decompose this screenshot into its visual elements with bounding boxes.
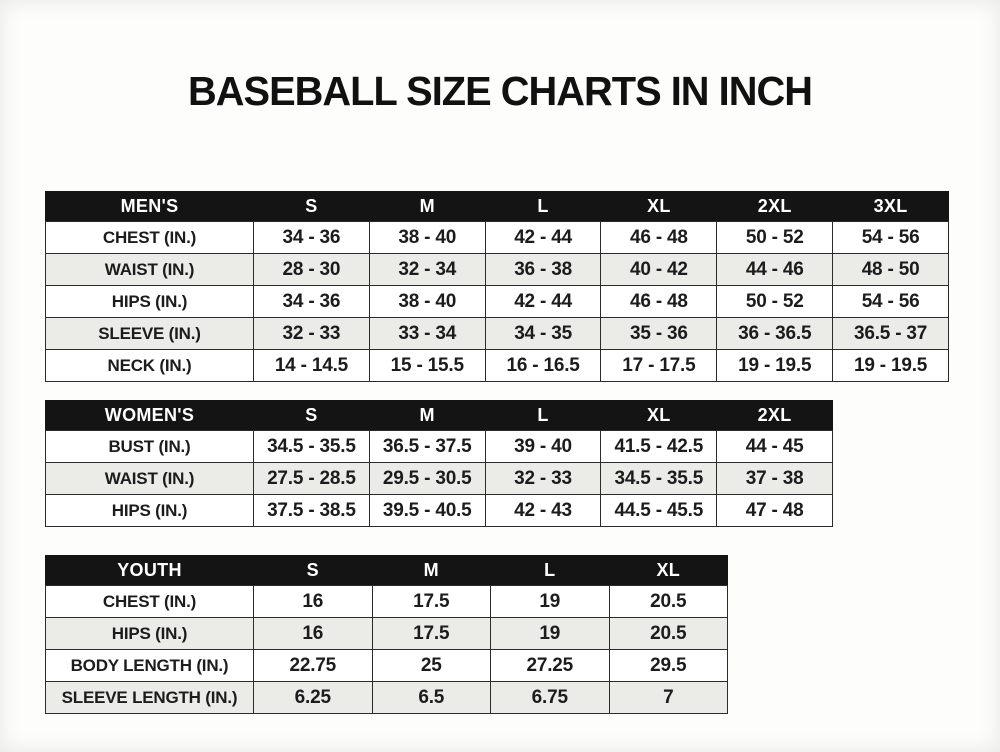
size-cell: 40 - 42	[601, 254, 717, 286]
row-label: SLEEVE (IN.)	[46, 318, 254, 350]
size-cell: 35 - 36	[601, 318, 717, 350]
row-label: WAIST (IN.)	[46, 463, 254, 495]
size-cell: 27.5 - 28.5	[254, 463, 370, 495]
row-label: HIPS (IN.)	[46, 618, 254, 650]
column-header: M	[369, 401, 485, 431]
size-cell: 36.5 - 37	[833, 318, 949, 350]
size-cell: 22.75	[254, 650, 373, 682]
size-cell: 16	[254, 586, 373, 618]
table-title-cell: MEN'S	[46, 192, 254, 222]
column-header: S	[254, 192, 370, 222]
size-cell: 34.5 - 35.5	[254, 431, 370, 463]
size-cell: 54 - 56	[833, 286, 949, 318]
column-header: M	[369, 192, 485, 222]
size-cell: 39.5 - 40.5	[369, 495, 485, 527]
size-cell: 44 - 45	[717, 431, 833, 463]
page-title: BASEBALL SIZE CHARTS IN INCH	[188, 68, 812, 114]
column-header: XL	[609, 556, 728, 586]
size-table	[45, 555, 728, 714]
column-header: L	[491, 556, 610, 586]
size-cell: 42 - 44	[485, 222, 601, 254]
column-header: 2XL	[717, 192, 833, 222]
size-cell: 34 - 35	[485, 318, 601, 350]
row-label: CHEST (IN.)	[46, 586, 254, 618]
table-header-row	[46, 556, 728, 586]
size-cell: 37.5 - 38.5	[254, 495, 370, 527]
table-header-row	[46, 401, 833, 431]
table-row	[46, 286, 949, 318]
size-cell: 48 - 50	[833, 254, 949, 286]
size-cell: 16 - 16.5	[485, 350, 601, 382]
size-cell: 20.5	[609, 618, 728, 650]
size-cell: 32 - 34	[369, 254, 485, 286]
column-header: 3XL	[833, 192, 949, 222]
size-table-youth	[45, 555, 728, 714]
size-cell: 34 - 36	[254, 222, 370, 254]
size-cell: 29.5 - 30.5	[369, 463, 485, 495]
size-cell: 32 - 33	[254, 318, 370, 350]
size-cell: 32 - 33	[485, 463, 601, 495]
column-header: XL	[601, 192, 717, 222]
table-title-cell: WOMEN'S	[46, 401, 254, 431]
table-row	[46, 618, 728, 650]
size-cell: 19 - 19.5	[833, 350, 949, 382]
size-cell: 19 - 19.5	[717, 350, 833, 382]
row-label: SLEEVE LENGTH (IN.)	[46, 682, 254, 714]
size-cell: 39 - 40	[485, 431, 601, 463]
size-cell: 46 - 48	[601, 286, 717, 318]
table-row	[46, 586, 728, 618]
row-label: HIPS (IN.)	[46, 286, 254, 318]
size-cell: 46 - 48	[601, 222, 717, 254]
row-label: NECK (IN.)	[46, 350, 254, 382]
column-header: S	[254, 401, 370, 431]
size-cell: 7	[609, 682, 728, 714]
row-label: WAIST (IN.)	[46, 254, 254, 286]
size-cell: 17.5	[372, 586, 491, 618]
size-cell: 17.5	[372, 618, 491, 650]
size-cell: 27.25	[491, 650, 610, 682]
table-title-cell: YOUTH	[46, 556, 254, 586]
size-cell: 15 - 15.5	[369, 350, 485, 382]
size-cell: 25	[372, 650, 491, 682]
size-cell: 29.5	[609, 650, 728, 682]
size-table	[45, 191, 949, 382]
table-row	[46, 650, 728, 682]
size-cell: 17 - 17.5	[601, 350, 717, 382]
size-cell: 14 - 14.5	[254, 350, 370, 382]
size-cell: 16	[254, 618, 373, 650]
column-header: S	[254, 556, 373, 586]
size-table	[45, 400, 833, 527]
table-row	[46, 682, 728, 714]
size-cell: 6.75	[491, 682, 610, 714]
table-row	[46, 222, 949, 254]
row-label: BUST (IN.)	[46, 431, 254, 463]
size-cell: 37 - 38	[717, 463, 833, 495]
column-header: XL	[601, 401, 717, 431]
size-cell: 54 - 56	[833, 222, 949, 254]
size-cell: 6.5	[372, 682, 491, 714]
size-cell: 42 - 44	[485, 286, 601, 318]
row-label: HIPS (IN.)	[46, 495, 254, 527]
size-cell: 36.5 - 37.5	[369, 431, 485, 463]
size-cell: 50 - 52	[717, 286, 833, 318]
column-header: M	[372, 556, 491, 586]
size-cell: 19	[491, 618, 610, 650]
size-cell: 36 - 36.5	[717, 318, 833, 350]
table-row	[46, 350, 949, 382]
table-header-row	[46, 192, 949, 222]
size-cell: 34.5 - 35.5	[601, 463, 717, 495]
table-row	[46, 254, 949, 286]
size-cell: 44 - 46	[717, 254, 833, 286]
size-cell: 38 - 40	[369, 222, 485, 254]
row-label: BODY LENGTH (IN.)	[46, 650, 254, 682]
size-cell: 38 - 40	[369, 286, 485, 318]
table-row	[46, 318, 949, 350]
size-table-mens	[45, 191, 949, 382]
column-header: 2XL	[717, 401, 833, 431]
size-cell: 20.5	[609, 586, 728, 618]
size-cell: 33 - 34	[369, 318, 485, 350]
size-cell: 44.5 - 45.5	[601, 495, 717, 527]
column-header: L	[485, 401, 601, 431]
column-header: L	[485, 192, 601, 222]
size-cell: 19	[491, 586, 610, 618]
size-cell: 36 - 38	[485, 254, 601, 286]
size-cell: 50 - 52	[717, 222, 833, 254]
row-label: CHEST (IN.)	[46, 222, 254, 254]
size-cell: 34 - 36	[254, 286, 370, 318]
size-cell: 6.25	[254, 682, 373, 714]
size-cell: 47 - 48	[717, 495, 833, 527]
size-cell: 41.5 - 42.5	[601, 431, 717, 463]
table-row	[46, 431, 833, 463]
table-row	[46, 463, 833, 495]
size-cell: 28 - 30	[254, 254, 370, 286]
table-row	[46, 495, 833, 527]
size-table-womens	[45, 400, 833, 527]
size-cell: 42 - 43	[485, 495, 601, 527]
